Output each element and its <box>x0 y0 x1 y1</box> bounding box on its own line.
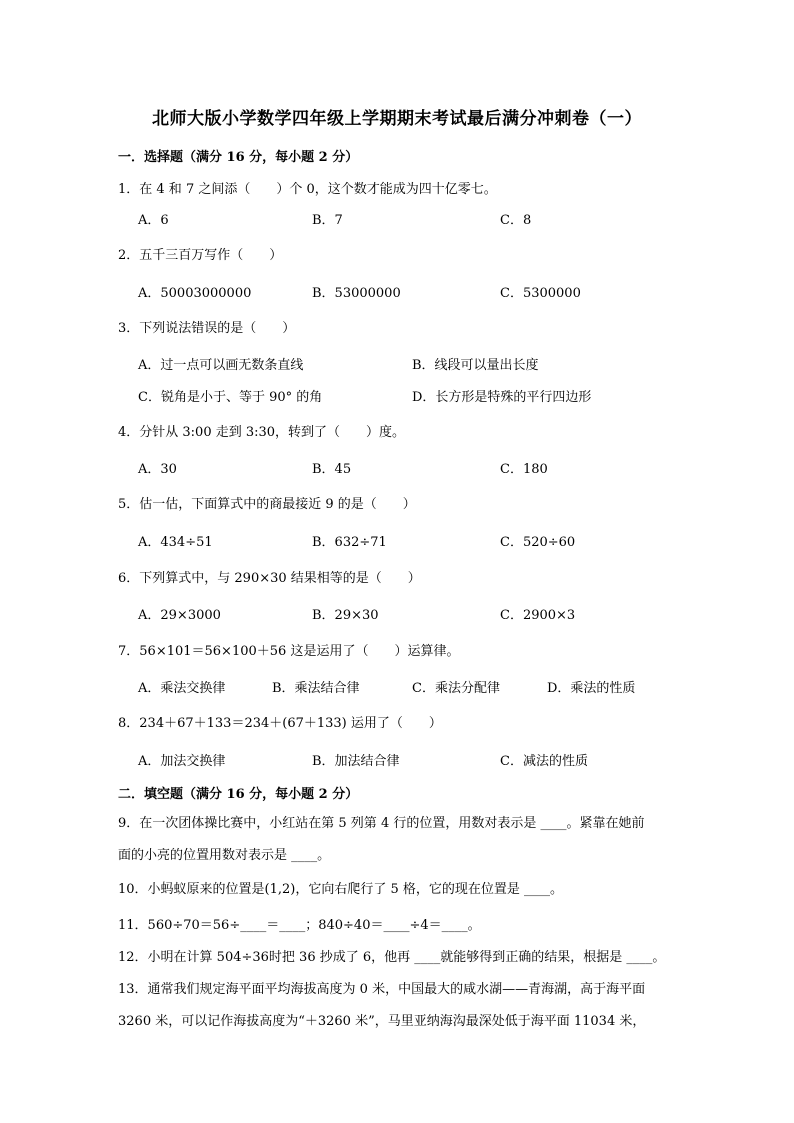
question-8-option-a: A．加法交换律 <box>138 754 226 769</box>
question-1-option-c: C．8 <box>500 213 532 228</box>
question-1-option-b: B．7 <box>312 213 343 228</box>
question-3-option-c: C．锐角是小于、等于 90° 的角 <box>138 390 323 405</box>
question-5-option-a: A．434÷51 <box>138 535 213 550</box>
question-6-option-a: A．29×3000 <box>138 608 221 623</box>
question-8-option-b: B．加法结合律 <box>312 754 400 769</box>
question-7-option-c: C．乘法分配律 <box>412 681 500 696</box>
question-3-option-b: B．线段可以量出长度 <box>412 358 539 373</box>
question-7-option-b: B．乘法结合律 <box>272 681 360 696</box>
question-8-option-c: C．减法的性质 <box>500 754 588 769</box>
section-heading-fill-in: 二．填空题（满分 16 分，每小题 2 分） <box>118 787 359 802</box>
question-11: 11．560÷70＝56÷____＝____；840÷40＝____÷4＝____。 <box>118 918 481 933</box>
question-13-line-2: 3260 米，可以记作海拔高度为“＋3260 米”，马里亚纳海沟最深处低于海平面 11034 米， <box>118 1014 646 1029</box>
question-2-option-c: C．5300000 <box>500 286 581 301</box>
question-1-stem: 1．在 4 和 7 之间添（ ）个 0，这个数才能成为四十亿零七。 <box>118 182 497 197</box>
question-3-option-a: A．过一点可以画无数条直线 <box>138 358 304 373</box>
question-4-stem: 4．分针从 3:00 走到 3:30，转到了（ ）度。 <box>118 425 406 440</box>
question-7-stem: 7．56×101＝56×100＋56 这是运用了（ ）运算律。 <box>118 644 460 659</box>
question-4-option-a: A．30 <box>138 462 177 477</box>
question-5-option-c: C．520÷60 <box>500 535 576 550</box>
question-6-stem: 6．下列算式中，与 290×30 结果相等的是（ ） <box>118 571 421 586</box>
question-13-line-1: 13．通常我们规定海平面平均海拔高度为 0 米，中国最大的咸水湖——青海湖，高于海平面 <box>118 982 646 997</box>
question-6-option-b: B．29×30 <box>312 608 379 623</box>
question-10: 10．小蚂蚁原来的位置是(1,2)，它向右爬行了 5 格，它的现在位置是 ____。 <box>118 882 564 897</box>
question-4-option-c: C．180 <box>500 462 548 477</box>
question-2-stem: 2．五千三百万写作（ ） <box>118 248 283 263</box>
question-7-option-a: A．乘法交换律 <box>138 681 226 696</box>
page-title: 北师大版小学数学四年级上学期期末考试最后满分冲刺卷（一） <box>152 109 642 129</box>
question-1-option-a: A．6 <box>138 213 169 228</box>
question-12: 12．小明在计算 504÷36时把 36 抄成了 6，他再 ____就能够得到正确的结果，根据是 ____。 <box>118 950 666 965</box>
question-6-option-c: C．2900×3 <box>500 608 576 623</box>
question-9-line-2: 面的小亮的位置用数对表示是 ____。 <box>118 848 331 863</box>
question-2-option-a: A．50003000000 <box>138 286 252 301</box>
question-8-stem: 8．234＋67＋133＝234＋(67＋133) 运用了（ ） <box>118 716 442 731</box>
question-3-option-d: D．长方形是特殊的平行四边形 <box>412 390 592 405</box>
question-7-option-d: D．乘法的性质 <box>547 681 636 696</box>
question-5-option-b: B．632÷71 <box>312 535 387 550</box>
question-4-option-b: B．45 <box>312 462 352 477</box>
question-5-stem: 5．估一估，下面算式中的商最接近 9 的是（ ） <box>118 497 416 512</box>
question-9-line-1: 9．在一次团体操比赛中，小红站在第 5 列第 4 行的位置，用数对表示是 ____。紧靠在她前 <box>118 816 645 831</box>
section-heading-choice: 一．选择题（满分 16 分，每小题 2 分） <box>118 150 359 165</box>
question-2-option-b: B．53000000 <box>312 286 401 301</box>
question-3-stem: 3．下列说法错误的是（ ） <box>118 321 296 336</box>
